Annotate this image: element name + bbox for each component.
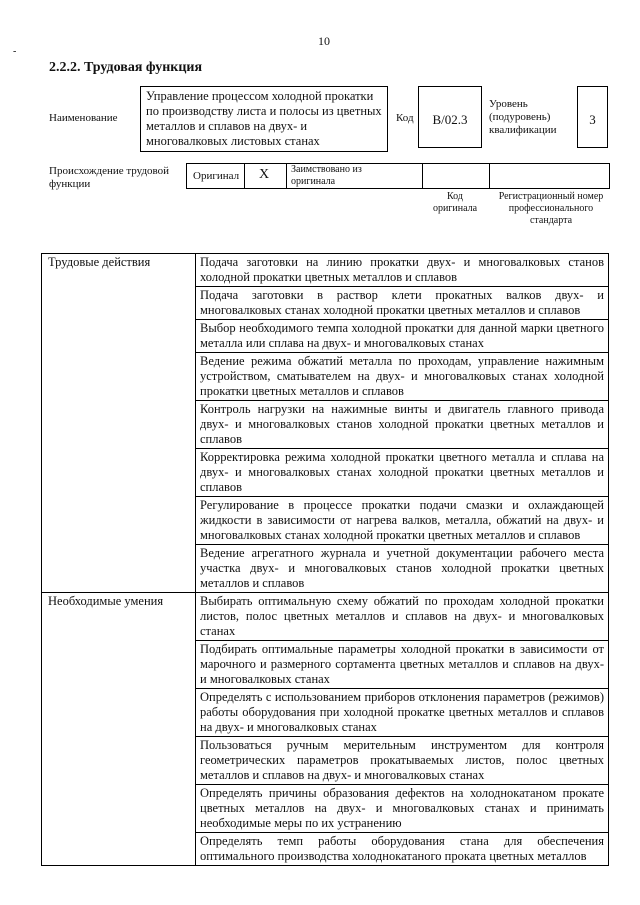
margin-mark: - [13, 46, 17, 57]
borrowed-cell [287, 164, 423, 188]
item-text: Определять причины образования дефектов на холоднокатаном прокате цветных металлов на двух- и многовалковых станах и принимать необходимые меры по их устранению [196, 785, 609, 833]
section-title: Трудовые действия [42, 254, 196, 593]
name-label: Наименование [49, 112, 118, 124]
original-label: Оригинал [193, 170, 240, 182]
item-text: Контроль нагрузки на нажимные винты и двигатель главного привода двух- и многовалковых станов холодной прокатки цветных металлов и сплавов [196, 401, 609, 449]
reg-number-caption: Регистрационный номер профессионального стандарта [498, 191, 604, 226]
item-text: Выбор необходимого темпа холодной прокатки для данной марки цветного металла или сплава на двух- и многовалковых станах [196, 320, 609, 353]
qualification-level-box: 3 [577, 86, 608, 148]
item-text: Регулирование в процессе прокатки подачи смазки и охлаждающей жидкости в зависимости от нагрева валков, металла, обжатий на двух- и многовалковых станах холодной прокатки цветных металлов и сплавов [196, 497, 609, 545]
function-code-box: B/02.3 [418, 86, 482, 148]
original-cell [187, 164, 245, 188]
item-text: Ведение агрегатного журнала и учетной документации рабочего места участка двух- и многовалковых станов холодной прокатки цветных металлов и сплавов [196, 545, 609, 593]
origin-label: Происхождение трудовой функции [49, 165, 170, 190]
item-text: Пользоваться ручным мерительным инструментом для контроля геометрических параметров прокатываемых листов, полос цветных металлов и сплавов на двух- и многовалковых станах [196, 737, 609, 785]
item-text: Корректировка режима холодной прокатки цветного металла и сплава на двух- и многовалковых станах холодной прокатки цветных металлов и сплавов [196, 449, 609, 497]
item-text: Определять с использованием приборов отклонения параметров (режимов) работы оборудования при холодной прокатке цветных металлов и сплавов на двух- и многовалковых станах [196, 689, 609, 737]
original-code-caption: Код оригинала [432, 191, 478, 214]
reg-number-cell [490, 164, 609, 188]
borrowed-label: Заимствовано из оригинала [291, 164, 362, 187]
item-text: Подбирать оптимальные параметры холодной прокатки в зависимости от марочного и размерного сортамента цветных металлов и сплавов на двух- и многовалковых станах [196, 641, 609, 689]
item-text: Ведение режима обжатий металла по проходам, управление нажимным устройством, сматывателем на двух- и многовалковых станах холодной прокатки цветных металлов и сплавов [196, 353, 609, 401]
function-details-table [41, 253, 609, 866]
table-row [42, 254, 609, 287]
item-text: Выбирать оптимальную схему обжатий по проходам холодной прокатки листов, полос цветных металлов и сплавов на двух- и многовалковых станах [196, 593, 609, 641]
origin-table [186, 163, 610, 189]
section-heading: 2.2.2. Трудовая функция [49, 60, 203, 75]
code-label: Код [396, 112, 414, 124]
original-mark: X [259, 167, 270, 182]
item-text: Подача заготовки в раствор клети прокатных валков двух- и многовалковых станах холодной прокатки цветных металлов и сплавов [196, 287, 609, 320]
table-row [42, 593, 609, 641]
page-number: 10 [318, 34, 330, 48]
level-label: Уровень (подуровень) квалификации [489, 98, 557, 136]
function-name-box: Управление процессом холодной прокатки по производству листа и полосы из цветных металлов и сплавов на двух- и многовалковых листовых станах [140, 86, 388, 152]
original-mark-cell [245, 164, 287, 188]
original-code-cell [423, 164, 490, 188]
item-text: Определять темп работы оборудования стана для обеспечения оптимального производства холоднокатаного проката цветных металлов [196, 833, 609, 866]
item-text: Подача заготовки на линию прокатки двух- и многовалковых станов холодной прокатки цветных металлов и сплавов [196, 254, 609, 287]
section-title: Необходимые умения [42, 593, 196, 866]
